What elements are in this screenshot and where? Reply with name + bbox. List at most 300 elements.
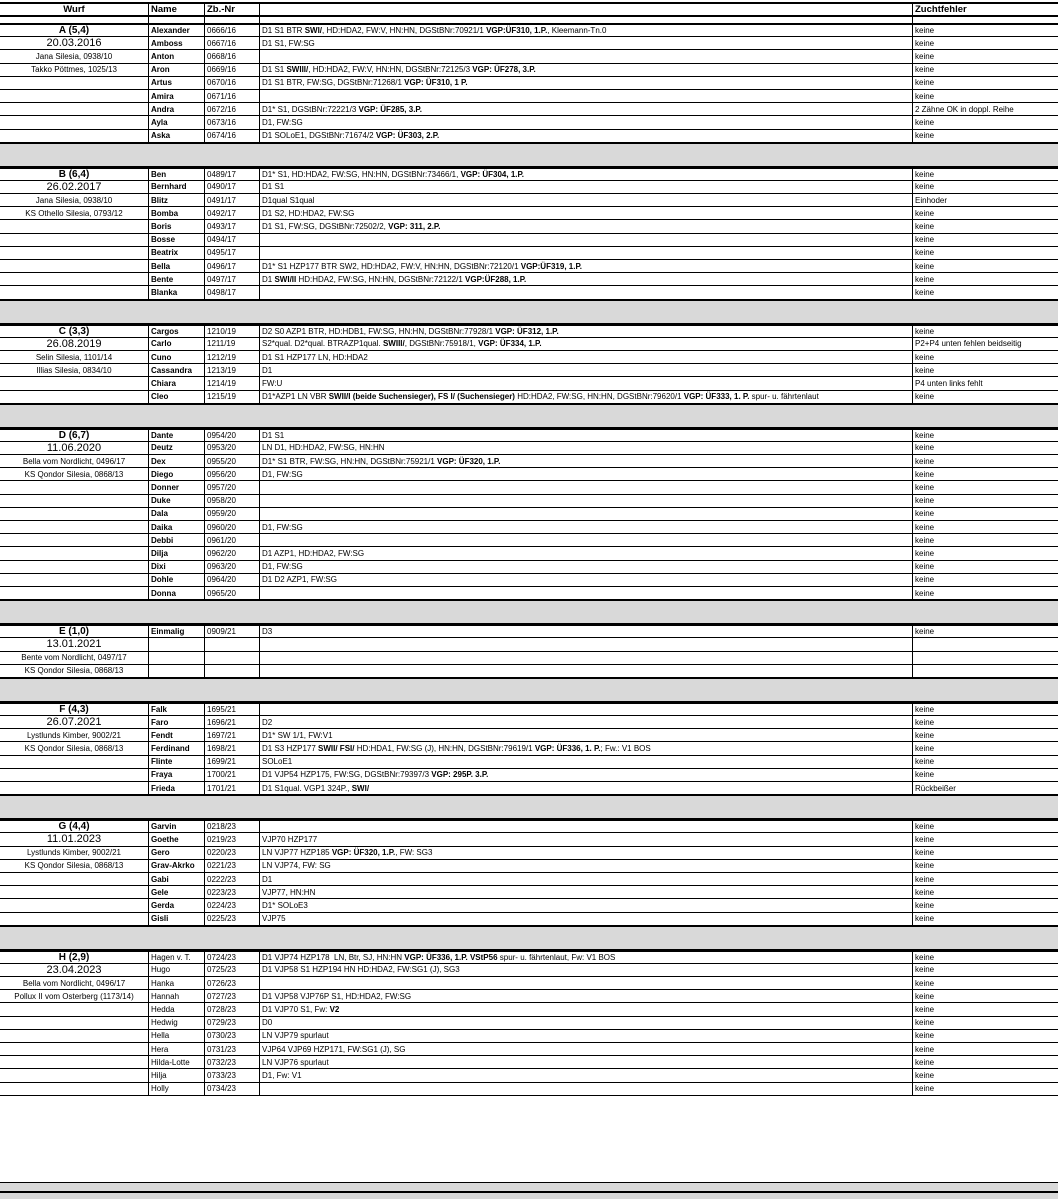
- dog-zb-nr: 1701/21: [205, 782, 260, 794]
- dog-zb-nr: 0673/16: [205, 116, 260, 128]
- dog-zb-nr: [205, 638, 260, 650]
- dog-zuchtfehler: keine: [915, 822, 935, 832]
- dog-zuchtfehler: [913, 665, 1058, 677]
- dog-zb-nr: 0668/16: [205, 50, 260, 62]
- dog-name: Donna: [149, 587, 205, 599]
- table-row: [0, 442, 1058, 455]
- dog-zb-nr: 0725/23: [205, 964, 260, 976]
- table-row: [0, 756, 1058, 769]
- table-row: [0, 50, 1058, 63]
- litter-cell: [0, 247, 149, 259]
- table-row: [0, 194, 1058, 207]
- litter-cell: [0, 495, 149, 507]
- dog-zuchtfehler: keine: [915, 757, 935, 767]
- dog-results: D1 S1 BTR SWI/ , HD:HDA2, FW:V, HN:HN, DGStBNr:70921/1 VGP:ÜF310, 1.P. , Kleemann-Tn.0: [260, 25, 913, 36]
- dog-zb-nr: 0223/23: [205, 886, 260, 898]
- dog-zuchtfehler: keine: [915, 717, 935, 727]
- dog-name: Deutz: [149, 442, 205, 454]
- table-header: [0, 2, 1058, 17]
- table-row: [0, 716, 1058, 729]
- litter-dam: Bella vom Nordlicht, 0496/17: [0, 455, 149, 467]
- dog-zb-nr: 0731/23: [205, 1043, 260, 1055]
- dog-zuchtfehler: keine: [915, 588, 935, 598]
- dog-results: [260, 1083, 913, 1095]
- dog-results: D1 S1 HZP177 LN, HD:HDA2: [260, 351, 913, 363]
- dog-name: Cuno: [149, 351, 205, 363]
- table-row: [0, 625, 1058, 638]
- litter-date: 20.03.2016: [0, 37, 149, 49]
- dog-zuchtfehler: keine: [915, 730, 935, 740]
- dog-zb-nr: 0955/20: [205, 455, 260, 467]
- dog-name: Aron: [149, 64, 205, 76]
- litter-cell: [0, 886, 149, 898]
- dog-zuchtfehler: keine: [915, 704, 935, 714]
- litter-cell: [0, 534, 149, 546]
- dog-zuchtfehler: keine: [915, 770, 935, 780]
- table-row: [0, 220, 1058, 233]
- dog-zuchtfehler: keine: [915, 887, 935, 897]
- dog-name: Dohle: [149, 574, 205, 586]
- dog-zuchtfehler: keine: [915, 91, 935, 101]
- dog-name: Anton: [149, 50, 205, 62]
- dog-zuchtfehler: keine: [915, 965, 935, 975]
- table-row: [0, 64, 1058, 77]
- dog-name: [149, 652, 205, 664]
- litter-separator: [0, 678, 1058, 703]
- litter-sire: KS Qondor Silesia, 0868/13: [0, 665, 149, 677]
- dog-name: Fraya: [149, 769, 205, 781]
- dog-name: Aska: [149, 130, 205, 142]
- table-row: [0, 234, 1058, 247]
- dog-zuchtfehler: keine: [915, 117, 935, 127]
- table-row: [0, 873, 1058, 886]
- dog-results: [260, 665, 913, 677]
- litter-sire: KS Qondor Silesia, 0868/13: [0, 468, 149, 480]
- table-row: [0, 455, 1058, 468]
- dog-zuchtfehler: keine: [915, 222, 935, 232]
- litter-cell: [0, 1056, 149, 1068]
- dog-results: [260, 50, 913, 62]
- table-row: [0, 130, 1058, 143]
- litter-sire: KS Qondor Silesia, 0868/13: [0, 860, 149, 872]
- table-row: [0, 116, 1058, 129]
- dog-results: D1 S1 SWIII/ , HD:HDA2, FW:V, HN:HN, DGStBNr:72125/3 VGP: ÜF278, 3.P.: [260, 64, 913, 76]
- dog-results: D1* SOLoE3: [260, 899, 913, 911]
- table-row: [0, 181, 1058, 194]
- dog-name: Ferdinand: [149, 742, 205, 754]
- dog-zuchtfehler: keine: [915, 131, 935, 141]
- dog-name: Beatrix: [149, 247, 205, 259]
- litter-title: F (4,3): [0, 704, 149, 715]
- dog-results: [260, 704, 913, 715]
- dog-zb-nr: 0964/20: [205, 574, 260, 586]
- dog-zuchtfehler: P2+P4 unten fehlen beidseitig: [915, 339, 1022, 349]
- dog-zb-nr: 0730/23: [205, 1030, 260, 1042]
- dog-zuchtfehler: keine: [915, 182, 935, 192]
- dog-zuchtfehler: keine: [915, 522, 935, 532]
- table-row: [0, 1003, 1058, 1016]
- header-spacer: [0, 17, 1058, 24]
- dog-zuchtfehler: keine: [915, 1070, 935, 1080]
- dog-zuchtfehler: keine: [915, 562, 935, 572]
- dog-name: Einmalig: [149, 626, 205, 637]
- dog-results: D1 S1, FW:SG, DGStBNr:72502/2, VGP: 311, 2.P.: [260, 220, 913, 232]
- table-row: [0, 638, 1058, 651]
- dog-zb-nr: 0734/23: [205, 1083, 260, 1095]
- dog-zuchtfehler: keine: [915, 1044, 935, 1054]
- litter-cell: [0, 587, 149, 599]
- litter-separator: [0, 143, 1058, 168]
- litter-sire: KS Othello Silesia, 0793/12: [0, 207, 149, 219]
- dog-name: Falk: [149, 704, 205, 715]
- dog-results: D1, Fw: V1: [260, 1069, 913, 1081]
- dog-zb-nr: 1213/19: [205, 364, 260, 376]
- dog-zb-nr: [205, 652, 260, 664]
- dog-name: Frieda: [149, 782, 205, 794]
- litter-cell: [0, 130, 149, 142]
- dog-results: [260, 481, 913, 493]
- litter-dam: Bente vom Nordlicht, 0497/17: [0, 652, 149, 664]
- dog-name: Duke: [149, 495, 205, 507]
- dog-zuchtfehler: keine: [915, 65, 935, 75]
- dog-results: D3: [260, 626, 913, 637]
- litter-separator: [0, 300, 1058, 325]
- dog-zuchtfehler: [913, 638, 1058, 650]
- table-row: [0, 574, 1058, 587]
- dog-zb-nr: 0728/23: [205, 1003, 260, 1015]
- table-row: [0, 534, 1058, 547]
- dog-results: D2: [260, 716, 913, 728]
- dog-zb-nr: 0727/23: [205, 990, 260, 1002]
- dog-zuchtfehler: keine: [915, 496, 935, 506]
- dog-name: Hugo: [149, 964, 205, 976]
- table-row: [0, 665, 1058, 678]
- dog-zuchtfehler: keine: [915, 51, 935, 61]
- dog-zb-nr: 1700/21: [205, 769, 260, 781]
- dog-zuchtfehler: keine: [915, 627, 935, 637]
- table-row: [0, 168, 1058, 181]
- table-row: [0, 468, 1058, 481]
- dog-zb-nr: 0957/20: [205, 481, 260, 493]
- dog-zb-nr: 1214/19: [205, 377, 260, 389]
- dog-results: [260, 652, 913, 664]
- dog-results: [260, 638, 913, 650]
- litter-cell: [0, 1083, 149, 1095]
- litter-title: H (2,9): [0, 952, 149, 963]
- dog-zb-nr: 0724/23: [205, 952, 260, 963]
- litter-cell: [0, 286, 149, 298]
- dog-results: [260, 234, 913, 246]
- dog-zb-nr: 0729/23: [205, 1017, 260, 1029]
- dog-zuchtfehler: keine: [915, 744, 935, 754]
- table-row: [0, 508, 1058, 521]
- litter-title: E (1,0): [0, 626, 149, 637]
- dog-results: [260, 977, 913, 989]
- litter-cell: [0, 260, 149, 272]
- dog-zuchtfehler: keine: [915, 261, 935, 271]
- table-row: [0, 207, 1058, 220]
- dog-zb-nr: 1699/21: [205, 756, 260, 768]
- dog-zuchtfehler: keine: [915, 443, 935, 453]
- dog-name: Donner: [149, 481, 205, 493]
- dog-name: Hilja: [149, 1069, 205, 1081]
- dog-results: D1, FW:SG: [260, 116, 913, 128]
- dog-zuchtfehler: keine: [915, 248, 935, 258]
- litter-sire: Takko Pöttmes, 1025/13: [0, 64, 149, 76]
- dog-zuchtfehler: keine: [915, 548, 935, 558]
- dog-zb-nr: 0494/17: [205, 234, 260, 246]
- litter-title: G (4,4): [0, 821, 149, 832]
- dog-results: D1: [260, 873, 913, 885]
- table-row: [0, 351, 1058, 364]
- dog-zuchtfehler: keine: [915, 861, 935, 871]
- dog-zb-nr: 0726/23: [205, 977, 260, 989]
- dog-results: D1, FW:SG: [260, 561, 913, 573]
- dog-zuchtfehler: keine: [915, 365, 935, 375]
- dog-results: D1 SWI/II HD:HDA2, FW:SG, HN:HN, DGStBNr:72122/1 VGP:ÜF288, 1.P.: [260, 273, 913, 285]
- table-row: [0, 77, 1058, 90]
- dog-name: Gero: [149, 847, 205, 859]
- dog-results: [260, 286, 913, 298]
- table-row: [0, 377, 1058, 390]
- dog-name: Carlo: [149, 338, 205, 350]
- dog-zb-nr: 0222/23: [205, 873, 260, 885]
- dog-results: D1qual S1qual: [260, 194, 913, 206]
- dog-zuchtfehler: [913, 652, 1058, 664]
- dog-results: D1 VJP54 HZP175, FW:SG, DGStBNr:79397/3 VGP: 295P. 3.P.: [260, 769, 913, 781]
- litter-cell: [0, 273, 149, 285]
- table-row: [0, 886, 1058, 899]
- dog-name: Hedwig: [149, 1017, 205, 1029]
- dog-zuchtfehler: keine: [915, 535, 935, 545]
- dog-zb-nr: 0497/17: [205, 273, 260, 285]
- dog-results: D1* S1 HZP177 BTR SW2, HD:HDA2, FW:V, HN:HN, DGStBNr:72120/1 VGP:ÜF319, 1.P.: [260, 260, 913, 272]
- dog-name: Bella: [149, 260, 205, 272]
- dog-name: Hilda-Lotte: [149, 1056, 205, 1068]
- dog-zuchtfehler: keine: [915, 26, 935, 36]
- dog-results: FW:U: [260, 377, 913, 389]
- litter-cell: [0, 782, 149, 794]
- dog-zuchtfehler: keine: [915, 469, 935, 479]
- dog-zuchtfehler: keine: [915, 1057, 935, 1067]
- dog-results: D1 S1qual. VGP1 324P., SWI/: [260, 782, 913, 794]
- dog-name: Dante: [149, 430, 205, 441]
- table-row: [0, 847, 1058, 860]
- litter-cell: [0, 899, 149, 911]
- dog-name: Fendt: [149, 729, 205, 741]
- dog-results: D1 S1: [260, 430, 913, 441]
- dog-zuchtfehler: keine: [915, 352, 935, 362]
- litter-separator: [0, 600, 1058, 625]
- dog-name: Dex: [149, 455, 205, 467]
- dog-name: Chiara: [149, 377, 205, 389]
- dog-name: Holly: [149, 1083, 205, 1095]
- table-row: [0, 247, 1058, 260]
- dog-zb-nr: 0496/17: [205, 260, 260, 272]
- dog-results: LN VJP74, FW: SG: [260, 860, 913, 872]
- litter-cell: [0, 103, 149, 115]
- header-name: Name: [149, 4, 205, 15]
- dog-zuchtfehler: keine: [915, 430, 935, 440]
- dog-results: D1 VJP58 VJP76P S1, HD:HDA2, FW:SG: [260, 990, 913, 1002]
- table-row: [0, 286, 1058, 299]
- litter-title: D (6,7): [0, 430, 149, 441]
- table-row: [0, 1069, 1058, 1082]
- dog-results: D1, FW:SG: [260, 468, 913, 480]
- dog-name: Hannah: [149, 990, 205, 1002]
- dog-results: LN VJP76 spurlaut: [260, 1056, 913, 1068]
- dog-name: Cargos: [149, 326, 205, 337]
- dog-zb-nr: 0960/20: [205, 521, 260, 533]
- table-row: [0, 495, 1058, 508]
- dog-zb-nr: 0961/20: [205, 534, 260, 546]
- table-row: [0, 325, 1058, 338]
- table-row: [0, 964, 1058, 977]
- table-row: [0, 951, 1058, 964]
- dog-name: Gerda: [149, 899, 205, 911]
- litter-cell: [0, 391, 149, 403]
- dog-results: [260, 247, 913, 259]
- dog-results: LN VJP79 spurlaut: [260, 1030, 913, 1042]
- dog-zuchtfehler: keine: [915, 483, 935, 493]
- dog-results: D1 D2 AZP1, FW:SG: [260, 574, 913, 586]
- dog-name: Ben: [149, 169, 205, 180]
- litter-date: 23.04.2023: [0, 964, 149, 976]
- litter-cell: [0, 756, 149, 768]
- table-row: [0, 391, 1058, 404]
- table-row: [0, 1017, 1058, 1030]
- litter-cell: [0, 377, 149, 389]
- dog-name: Dixi: [149, 561, 205, 573]
- litter-cell: [0, 220, 149, 232]
- dog-results: [260, 587, 913, 599]
- table-row: [0, 24, 1058, 37]
- dog-zb-nr: 0220/23: [205, 847, 260, 859]
- dog-name: Hanka: [149, 977, 205, 989]
- dog-zuchtfehler: keine: [915, 78, 935, 88]
- litter-sire: KS Qondor Silesia, 0868/13: [0, 742, 149, 754]
- litter-title: C (3,3): [0, 326, 149, 337]
- table-row: [0, 547, 1058, 560]
- dog-results: D1 S3 HZP177 SWII/ FSI/ HD:HDA1, FW:SG (J), HN:HN, DGStBNr:79619/1 VGP: ÜF336, 1. P. ; Fw.: V1 BOS: [260, 742, 913, 754]
- dog-zuchtfehler: keine: [915, 392, 935, 402]
- dog-results: LN D1, HD:HDA2, FW:SG, HN:HN: [260, 442, 913, 454]
- dog-name: Dala: [149, 508, 205, 520]
- dog-zuchtfehler: keine: [915, 952, 935, 962]
- dog-zb-nr: 0672/16: [205, 103, 260, 115]
- dog-zuchtfehler: keine: [915, 900, 935, 910]
- dog-zb-nr: 0671/16: [205, 90, 260, 102]
- table-row: [0, 429, 1058, 442]
- dog-zb-nr: 0669/16: [205, 64, 260, 76]
- dog-zb-nr: 0491/17: [205, 194, 260, 206]
- dog-name: Bente: [149, 273, 205, 285]
- dog-zuchtfehler: P4 unten links fehlt: [915, 378, 983, 388]
- dog-zb-nr: 0909/21: [205, 626, 260, 637]
- dog-zb-nr: 0733/23: [205, 1069, 260, 1081]
- dog-zuchtfehler: keine: [915, 456, 935, 466]
- litter-dam: Bella vom Nordlicht, 0496/17: [0, 977, 149, 989]
- dog-name: Cleo: [149, 391, 205, 403]
- dog-results: D1*AZP1 LN VBR SWII/I (beide Suchensieger), FS I/ (Suchensieger) HD:HDA2, FW:SG, HN:HN, DGStBNr:79620/1 VGP: ÜF333, 1. P. spur- u. fährtenlaut: [260, 391, 913, 403]
- litter-dam: Jana Silesia, 0938/10: [0, 50, 149, 62]
- dog-results: [260, 821, 913, 832]
- dog-name: Amboss: [149, 37, 205, 49]
- dog-results: D1 S2, HD:HDA2, FW:SG: [260, 207, 913, 219]
- dog-zuchtfehler: keine: [915, 38, 935, 48]
- table-row: [0, 1056, 1058, 1069]
- dog-results: D1 S1, FW:SG: [260, 37, 913, 49]
- table-row: [0, 273, 1058, 286]
- bottom-line: [0, 1191, 1058, 1193]
- dog-zuchtfehler: keine: [915, 1018, 935, 1028]
- dog-zuchtfehler: keine: [915, 978, 935, 988]
- dog-results: D1: [260, 364, 913, 376]
- table-row: [0, 782, 1058, 795]
- header-zb: Zb.-Nr: [205, 4, 260, 15]
- table-row: [0, 103, 1058, 116]
- dog-results: VJP75: [260, 913, 913, 925]
- litter-cell: [0, 116, 149, 128]
- litter-separator: [0, 926, 1058, 951]
- dog-name: Andra: [149, 103, 205, 115]
- dog-zuchtfehler: keine: [915, 169, 935, 179]
- dog-zb-nr: 0492/17: [205, 207, 260, 219]
- dog-zb-nr: 1212/19: [205, 351, 260, 363]
- dog-name: Hedda: [149, 1003, 205, 1015]
- litter-cell: [0, 1043, 149, 1055]
- dog-results: D1 VJP58 S1 HZP194 HN HD:HDA2, FW:SG1 (J), SG3: [260, 964, 913, 976]
- litter-dam: Lystlunds Kimber, 9002/21: [0, 729, 149, 741]
- dog-results: SOLoE1: [260, 756, 913, 768]
- table-row: [0, 338, 1058, 351]
- litter-cell: [0, 1017, 149, 1029]
- dog-zb-nr: 1697/21: [205, 729, 260, 741]
- dog-name: Blanka: [149, 286, 205, 298]
- dog-name: Gabi: [149, 873, 205, 885]
- litter-cell: [0, 574, 149, 586]
- dog-zuchtfehler: keine: [915, 287, 935, 297]
- dog-zuchtfehler: keine: [915, 274, 935, 284]
- dog-zb-nr: 1696/21: [205, 716, 260, 728]
- table-row: [0, 769, 1058, 782]
- dog-name: Garvin: [149, 821, 205, 832]
- dog-results: VJP64 VJP69 HZP171, FW:SG1 (J), SG: [260, 1043, 913, 1055]
- dog-name: Ayla: [149, 116, 205, 128]
- litter-dam: Jana Silesia, 0938/10: [0, 194, 149, 206]
- dog-zb-nr: 0674/16: [205, 130, 260, 142]
- header-zuchtfehler: Zuchtfehler: [915, 4, 967, 15]
- dog-name: Grav-Akrko: [149, 860, 205, 872]
- dog-zb-nr: 0959/20: [205, 508, 260, 520]
- dog-zb-nr: 0732/23: [205, 1056, 260, 1068]
- litter-cell: [0, 481, 149, 493]
- dog-zuchtfehler: keine: [915, 575, 935, 585]
- dog-zb-nr: [205, 665, 260, 677]
- dog-zb-nr: 0666/16: [205, 25, 260, 36]
- dog-zuchtfehler: keine: [915, 991, 935, 1001]
- dog-results: D1 VJP70 S1, Fw: V2: [260, 1003, 913, 1015]
- dog-zb-nr: 1210/19: [205, 326, 260, 337]
- litter-cell: [0, 873, 149, 885]
- header-note: [260, 4, 913, 15]
- litter-cell: [0, 234, 149, 246]
- dog-name: Alexander: [149, 25, 205, 36]
- litter-sire: Pollux II vom Osterberg (1173/14): [0, 990, 149, 1002]
- table-row: [0, 37, 1058, 50]
- table-row: [0, 364, 1058, 377]
- dog-zuchtfehler: Einhoder: [915, 195, 948, 205]
